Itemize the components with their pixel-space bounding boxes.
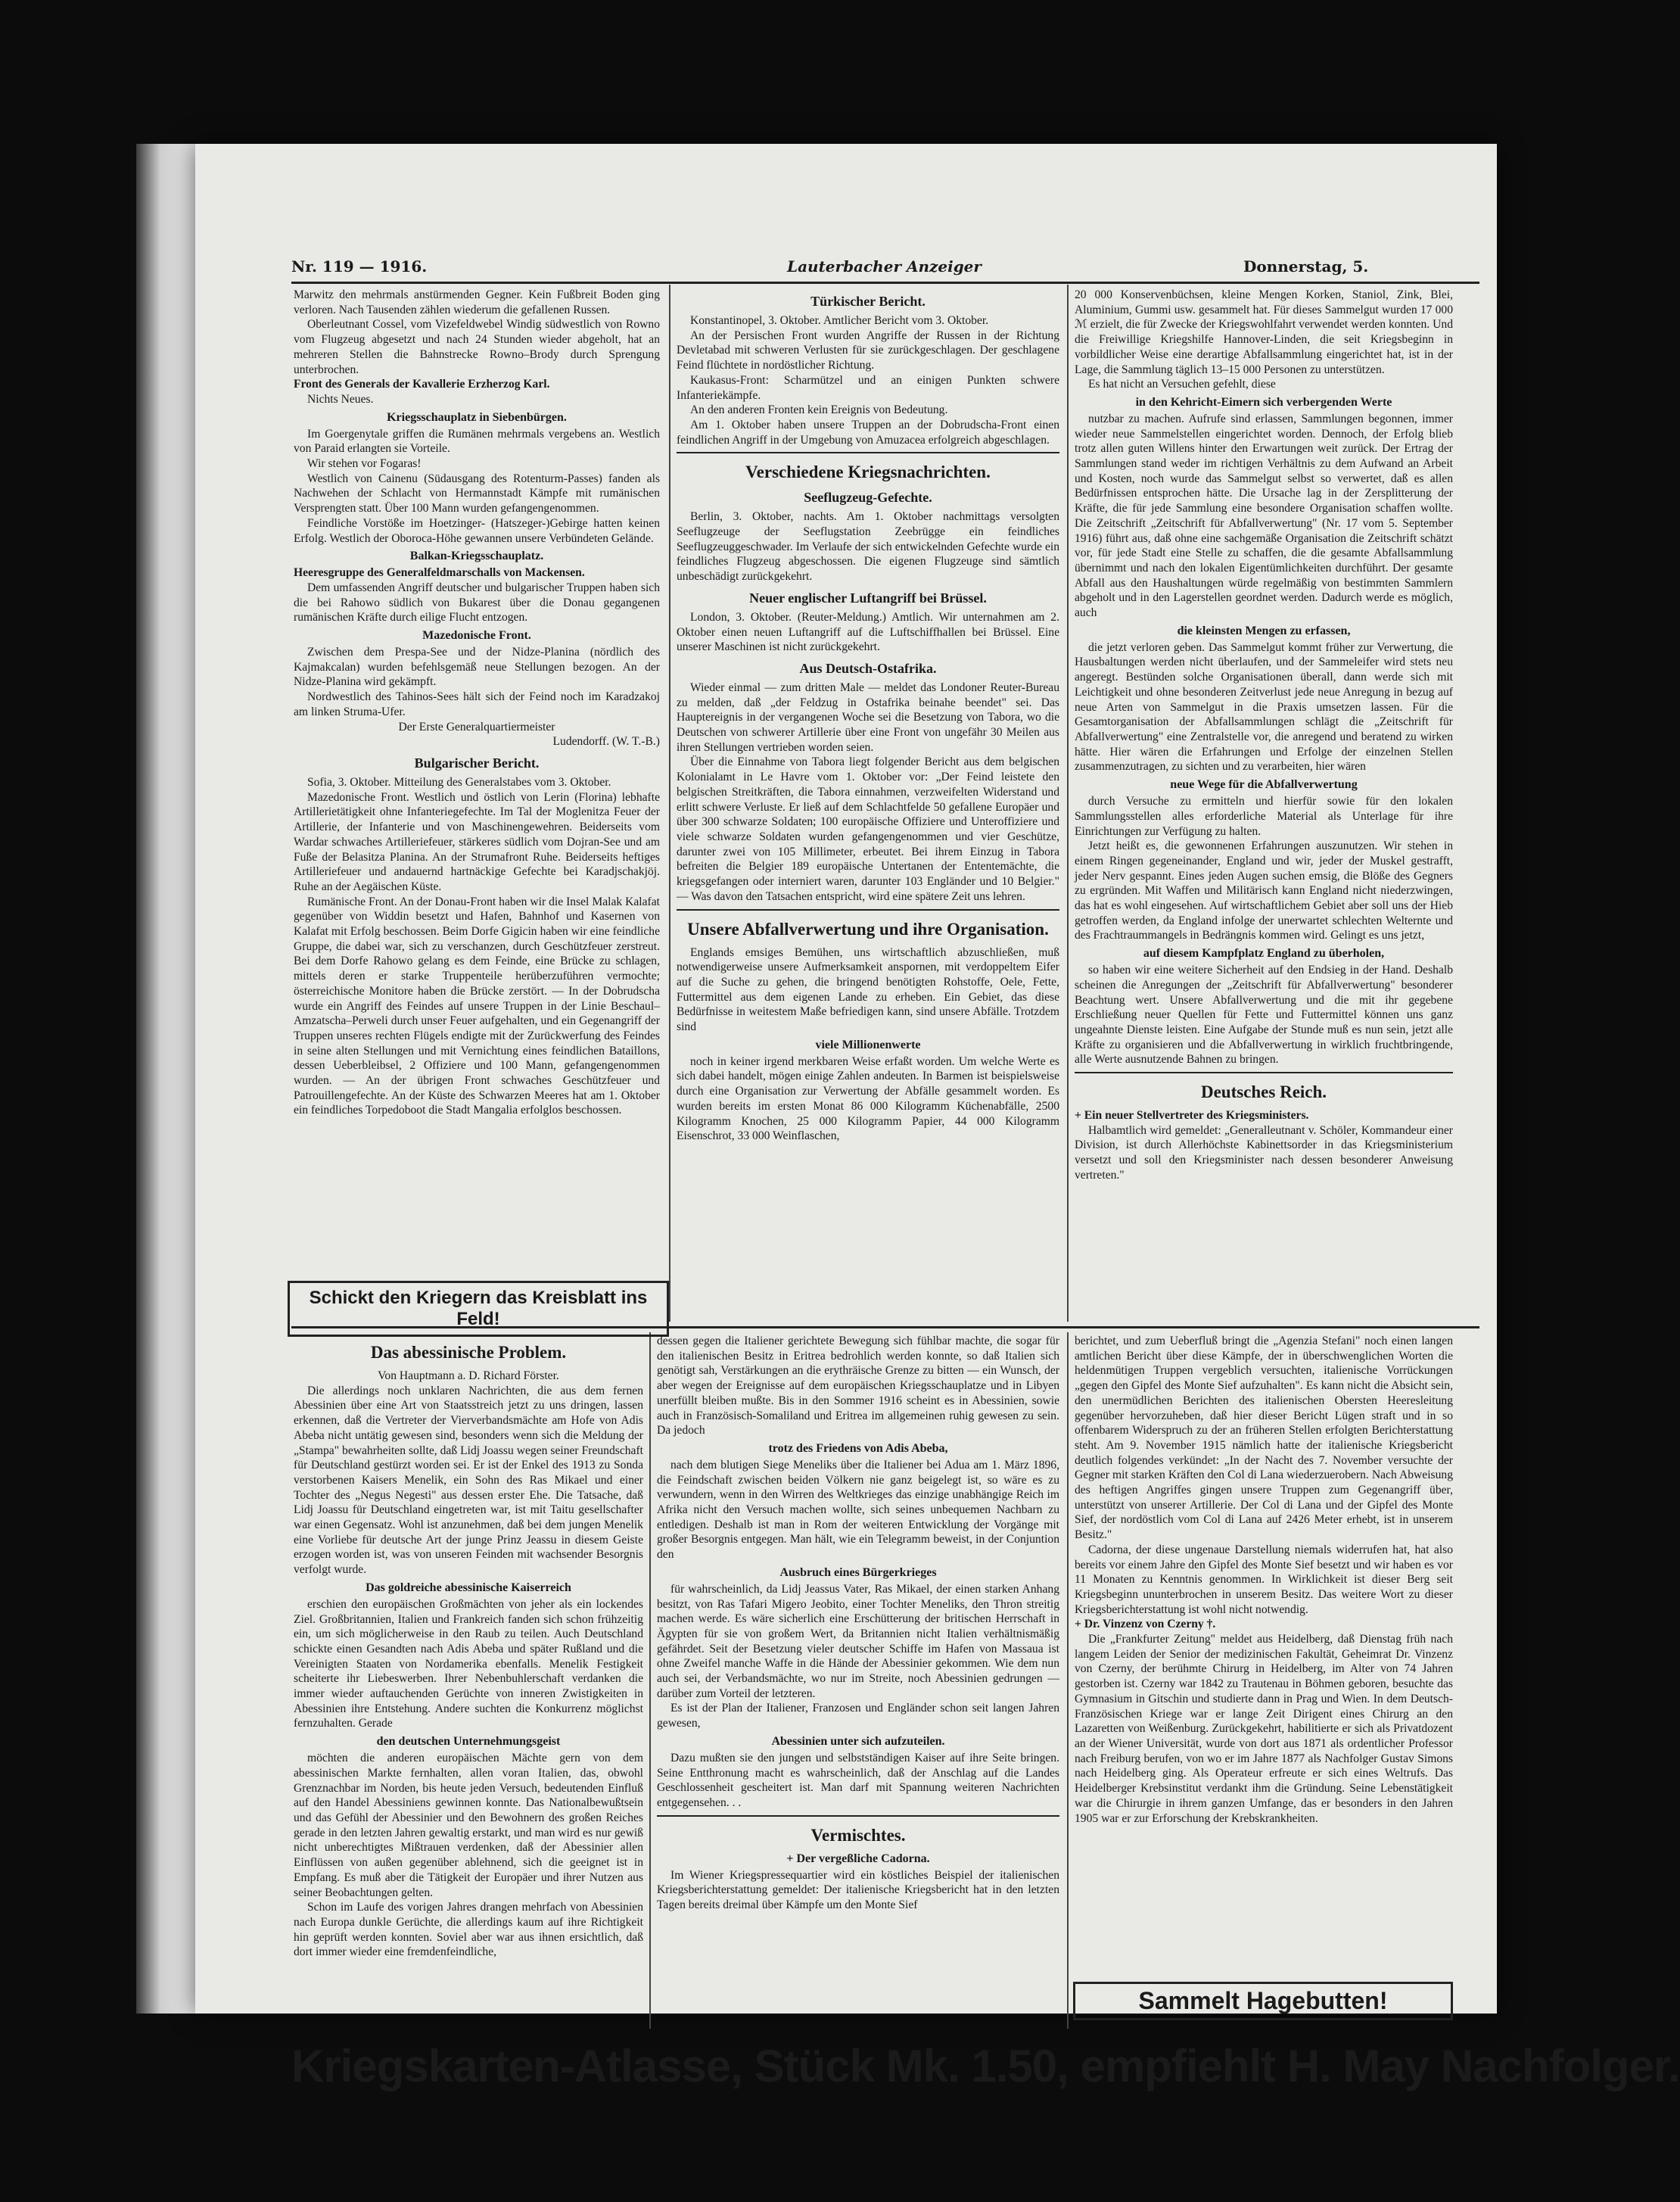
section-heading: neue Wege für die Abfallverwertung	[1170, 778, 1358, 792]
paragraph: Kaukasus-Front: Scharmützel und an einigen Punkten schwere Infanteriekämpfe.	[677, 373, 1059, 402]
column-2	[677, 288, 1059, 1317]
paragraph: Nichts Neues.	[307, 392, 374, 406]
section-heading: in den Kehricht-Eimern sich verbergenden Werte	[1135, 395, 1392, 409]
paragraph: Westlich von Cainenu (Südausgang des Rotenturm-Passes) fanden als Nachwehen der Schlacht von Hermannstadt Kämpfe mit rumänischen Versprengten statt. Über 100 Mann wurden gefangengenommen.	[294, 472, 660, 515]
lower-column-3	[1075, 1334, 1453, 1970]
section-heading: + Dr. Vinzenz von Czerny †.	[1075, 1618, 1216, 1631]
section-heading: Kriegsschauplatz in Siebenbürgen.	[387, 410, 567, 424]
paragraph: für wahrscheinlich, da Lidj Jeassus Vater, Ras Mikael, der einen starken Anhang besitzt, von Ras Tafari Migero Jeobito, einer Tochter Meneliks, den Thron streitig machen werde. Es wäre sicherlich eine Erschütterung der britischen Herrschaft in Ägypten für sie von großem Wert, da Britannien nicht Italien verhältnismäßig gefährdet. Seit der Besetzung vieler deutscher Schiffe im Hafen von Massaua ist ohne Zweifel manche Waffe in die Hände der Abessinier gekommen. Wie dem nun auch sei, der Verbandsmächte, wo nur im Streite, noch Abessinien gedrungen — darüber zum Vorteil der letzteren.	[657, 1582, 1059, 1700]
paragraph: nutzbar zu machen. Aufrufe sind erlassen, Sammlungen begonnen, immer wieder neue Sammelstellen eingerichtet worden. Dennoch, der Erfolg blieb trotz allen guten Willens hinter den Erwartungen weit zurück. Der Ertrag der Sammlungen stand weder im richtigen Verhältnis zu dem Aufwand an Arbeit und Kosten, noch wurde das Sammelgut selbst so verwertet, daß es allen Bedürfnissen entsprochen hätte. Die Ursache lag in der Zersplitterung der Kräfte, die für jede Sammlung eine besondere Organisation schaffen wollte. Die Zeitschrift „Zeitschrift für Abfallverwertung" (Nr. 17 vom 5. September 1916) führt aus, daß ohne eine sachgemäße Organisation die Zeitschrift schätzt vor, für jede Stadt eine Stelle zu schaffen, die die gesamte Abfallsammlung übernimmt und nach den lokalen Eigentümlichkeiten durchführt. Der gesamte Abfall aus den Haushaltungen würde regelmäßig von bestimmten Sammlern abgeholt und in den Lagerstellen geordnet werden. Dadurch werde es möglich, auch	[1075, 412, 1453, 620]
column-1	[294, 288, 660, 1272]
paragraph: Rumänische Front. An der Donau-Front haben wir die Insel Malak Kalafat gegenüber von Widdin besetzt und Hafen, Bahnhof und Kasernen von Kalafat mit Erfolg beschossen. Beim Dorfe Gigicin haben wir eine feindliche Gruppe, die dabei war, sich zu verschanzen, durch Geschützfeuer zerstreut. Bei dem Dorfe Rahowo gelang es dem Feinde, eine Brücke zu schlagen, mittels deren er starke Truppenteile herüberzuführen vermochte; österreichische Monitore haben die Brücke zerstört. — In der Dobrudscha wurde ein Angriff des Feindes auf unsere Truppen in der Linie Beschaul–Amzatscha–Perweli durch unser Feuer aufgehalten, und ein Gegenangriff der Truppen unseres rechten Flügels endigte mit der Zurückwerfung des Feindes in seine alten Stellungen und mit Vernichtung eines feindlichen Bataillons, dessen Ueberbleibsel, 2 Offiziere und 100 Mann, gefangengenommen wurden. — An der übrigen Front schwaches Geschützfeuer und Patrouillengefechte. An der Küste des Schwarzen Meeres hat am 1. Oktober ein feindliches Torpedoboot die Stadt Mangalia erfolglos beschossen.	[294, 895, 660, 1117]
byline: Von Hauptmann a. D. Richard Förster.	[378, 1369, 559, 1382]
masthead-rule	[291, 282, 1479, 284]
lower-column-1	[294, 1334, 643, 2015]
paragraph: Konstantinopel, 3. Oktober. Amtlicher Bericht vom 3. Oktober.	[690, 314, 989, 327]
scan-page-edge	[136, 144, 197, 2014]
paragraph: Dazu mußten sie den jungen und selbstständigen Kaiser auf ihre Seite bringen. Seine Entthronung macht es wahrscheinlich, daß der Anschlag auf die Landes Geschlossenheit gescheitert ist. Man darf mit Spannung weiteren Nachrichten entgegensehen. . .	[657, 1751, 1059, 1809]
paragraph: Es hat nicht an Versuchen gefehlt, diese	[1088, 378, 1276, 391]
paragraph: Zwischen dem Prespa-See und der Nidze-Planina (nördlich des Kajmakcalan) wurden befehlsgemäß neue Stellungen bezogen. An der Nidze-Planina wird gekämpft.	[294, 646, 660, 689]
paragraph: Feindliche Vorstöße im Hoetzinger- (Hatszeger-)Gebirge hatten keinen Erfolg. Westlich der Oboroca-Höhe gewannen unsere Verbündeten Gelände.	[294, 516, 660, 545]
section-heading: Aus Deutsch-Ostafrika.	[799, 660, 937, 676]
paragraph: Am 1. Oktober haben unsere Truppen an der Dobrudscha-Front einen feindlichen Angriff in der Umgebung von Amuzacea erfolgreich abgeschlagen.	[677, 418, 1059, 447]
section-heading: auf diesem Kampfplatz England zu überholen,	[1143, 947, 1385, 961]
paragraph: so haben wir eine weitere Sicherheit auf den Endsieg in der Hand. Deshalb scheinen die Anregungen der „Zeitschrift für Abfallverwertung" besonderer Beachtung wert. Unsere Abfallverwertung und die mit ihr gegebene Erschließung neuer Quellen für Fette und Futtermittel können uns ganz ungeahnte Dienste leisten. Eine Aufgabe der Stunde muß es nun sein, jetzt alle Kräfte zu organisieren und die Abfallverwertung in wirklich fruchtbringende, alle Werte ausnutzende Bahnen zu bringen.	[1075, 964, 1453, 1067]
section-heading: Vermischtes.	[810, 1825, 906, 1845]
paragraph: durch Versuche zu ermitteln und hierfür sowie für den lokalen Sammlungsstellen alles erforderliche Material als Unterlage für ihre Einrichtungen zur Verfügung zu halten.	[1075, 795, 1453, 838]
section-heading: Abessinien unter sich aufzuteilen.	[771, 1734, 945, 1748]
signature: Der Erste Generalquartiermeister	[398, 720, 555, 733]
paragraph: An den anderen Fronten kein Ereignis von Bedeutung.	[690, 403, 948, 417]
paragraph: erschien den europäischen Großmächten von jeher als ein lockendes Ziel. Großbritannien, Italien und Frankreich fanden sich schon frühzeitig ein, um sich möglicherweise in den Raub zu teilen. Auch Deutschland schickte einen Gesandten nach Adis Abeba und später Rußland und die Vereinigten Staaten von Nordamerika ebenfalls. Menelik Festigkeit scheiterte ihr Liebeswerben. Ihrer Nebenbuhlerschaft verdanken die immer wieder auftauchenden Gerüchte von inneren Zwistigkeiten in Abessinien ihre Entstehung. Andere suchten die Konkurrenz möglichst fernzuhalten. Gerade	[294, 1597, 643, 1730]
paragraph: Jetzt heißt es, die gewonnenen Erfahrungen auszunutzen. Wir stehen in einem Ringen gegeneinander, England und wir, jeder der Muskel gestrafft, jeder Nerv gespannt. Eines jeden Augen suchen emsig, die Blöße des Gegners zu ergründen. Mit Waffen und Militärisch kann England nicht niederzwingen, das hat es wohl eingesehen. Auf wirtschaftlichem Gebiet aber soll uns der Hieb getroffen werden, da England infolge der unerwartet schlechten Welternte und des Frachtraummangels in Bedrängnis kommen wird. Gelingt es uns jetzt,	[1075, 839, 1453, 942]
issue-day: Donnerstag, 5.	[1243, 257, 1369, 276]
section-heading: Front des Generals der Kavallerie Erzherzog Karl.	[294, 378, 550, 391]
paragraph: Oberleutnant Cossel, vom Vizefeldwebel Windig südwestlich von Rowno vom Flugzeug abgesetzt und nach 24 Stunden wieder abgeholt, hat an mehreren Stellen die Bahnstrecke Rowno–Brody durch Sprengung unterbrochen.	[294, 318, 660, 376]
paragraph: London, 3. Oktober. (Reuter-Meldung.) Amtlich. Wir unternahmen am 2. Oktober einen neuen Luftangriff auf die Luftschiffhallen bei Brüssel. Eine unserer Maschinen ist nicht zurückgekehrt.	[677, 610, 1059, 654]
section-heading: Seeflugzeug-Gefechte.	[804, 490, 932, 506]
paragraph: Halbamtlich wird gemeldet: „Generalleutnant v. Schöler, Kommandeur einer Division, ist durch Allerhöchste Kabinettsorder in das Kriegsministerium versetzt und soll den Kriegsminister nach dessen besonderer Anweisung vertreten."	[1075, 1123, 1453, 1182]
section-heading: + Der vergeßliche Cadorna.	[786, 1852, 930, 1865]
paragraph: nach dem blutigen Siege Meneliks über die Italiener bei Adua am 1. März 1896, die Feindschaft zwischen beiden Völkern nie ganz beigelegt ist, so wäre es zu verwundern, wenn in den Wirren des Weltkrieges das einzige unabhängige Reich im Afrika nicht den Versuch machen wollte, sich seines unbequemen Nachbarn zu entledigen. Deshalb ist man in Rom der weiteren Entwicklung der Vorgänge mit großer Besorgnis entgegen. Man hält, wie ein Telegramm beweist, in der Conjuntion den	[657, 1458, 1059, 1562]
paragraph: Berlin, 3. Oktober, nachts. Am 1. Oktober nachmittags versolgten Seeflugzeuge der Seeflugstation Zeebrügge ein feindliches Seeflugzeuggeschwader. Im Verlaufe der sich entwickelnden Gefechte wurde ein feindliches Flugzeug abgeschossen. Die eigenen Flugzeuge sind sämtlich unbeschädigt zurückgekehrt.	[677, 510, 1059, 584]
paragraph: berichtet, und zum Ueberfluß bringt die „Agenzia Stefani" noch einen langen amtlichen Bericht über diese Kämpfe, der in überschwenglichen Worten die heldenmütigen Truppen vergeblich versuchten, italienische Vorrückungen „gegen den Gipfel des Monte Sief aufzuhalten". Es kann nicht die Absicht sein, den unermüdlichen Berichten des italienischen Obersten Heeresleitung gegenüber hervorzuheben, daß hier dieser Bericht Lügen straft und in so offenbarem Widerspruch zu der an früheren Stellen erfolgten Berichterstattung steht. Am 9. November 1915 nämlich hatte der italienische Kriegsbericht deutlich folgendes verkündet: „In der Nacht des 7. November versuchte der Gegner mit starken Kräften den Col di Lana wiederzuerobern. Nach Abweisung des heftigen Angriffes gingen unsere Truppen zum Gegenangriff über, unterstützt von unserer Artillerie. Der Col di Lana und der Gipfel des Monte Sief, der nordöstlich vom Col di Lana auf 2426 Meter erhebt, ist in unserem Besitz."	[1075, 1335, 1453, 1542]
paragraph: Es ist der Plan der Italiener, Franzosen und Engländer schon seit langen Jahren gewesen,	[657, 1702, 1059, 1730]
column-divider	[1067, 285, 1069, 1322]
divider	[1075, 1072, 1453, 1073]
section-heading: den deutschen Unternehmungsgeist	[376, 1735, 561, 1749]
section-heading: Mazedonische Front.	[422, 629, 531, 643]
kreisblatt-banner: Schickt den Kriegern das Kreisblatt ins Feld!	[288, 1281, 669, 1337]
section-heading: Bulgarischer Bericht.	[414, 755, 540, 771]
section-heading: Türkischer Bericht.	[810, 294, 926, 309]
paragraph: Über die Einnahme von Tabora liegt folgender Bericht aus dem belgischen Kolonialamt in Le Havre vom 1. Oktober vor: „Der Feind leistete den belgischen Streitkräften, die Tabora einnahmen, verzweifelten Widerstand und erlitt schwere Verluste. Er ließ auf dem Schlachtfelde 50 gefallene Europäer und über 300 schwarze Soldaten; 100 europäische Offiziere und Unteroffiziere und viele schwarze Soldaten wurden gefangengenommen und vier Geschütze, darunter zwei von 105 Millimeter, erbeutet. Bei ihrem Einzug in Tabora befreiten die Belgier 189 europäische Untertanen der Ententemächte, die kriegsgefangen oder interniert waren, darunter 103 Engländer und 10 Belgier." — Was davon den Tatsachen entspricht, wird eine spätere Zeit uns lehren.	[677, 755, 1059, 903]
paragraph: noch in keiner irgend merkbaren Weise erfaßt worden. Um welche Werte es sich dabei handelt, mögen einige Zahlen andeuten. In Barmen ist beispielsweise durch eine Organisation zur Verwertung der Abfälle gesammelt worden. Es wurden bereits im ersten Monat 86 000 Kilogramm Küchenabfälle, 2500 Kilogramm Knochen, 25 000 Kilogramm Papier, 44 000 Kilogramm Eisenschrot, 33 000 Weinflaschen,	[677, 1054, 1059, 1143]
paragraph: Cadorna, der diese ungenaue Darstellung niemals widerrufen hat, hat also bereits vor einem Jahre den Gipfel des Monte Sief besetzt und wir haben es vor 11 Monaten zu Kenntnis genommen. In Wirklichkeit ist dieser Berg seit Kriegsbeginn ununterbrochen in unserem Besitz. Das weitere Wort zu dieser Kriegsberichterstattung ist wohl nicht notwendig.	[1075, 1543, 1453, 1616]
section-heading: Unsere Abfallverwertung und ihre Organisation.	[687, 919, 1049, 939]
scan-border	[0, 2119, 1514, 2202]
column-divider	[669, 285, 670, 1322]
column-divider	[649, 1332, 651, 2029]
atlas-advertisement: Kriegskarten-Atlasse, Stück Mk. 1.50, empfiehlt H. May Nachfolger.	[291, 2041, 1680, 2091]
section-heading: viele Millionenwerte	[815, 1038, 921, 1051]
paragraph: die jetzt verloren geben. Das Sammelgut kommt früher zur Verwertung, die Hausbaltungen werden nicht überlaufen, und der Sammeleifer wird stets neu angeregt. Bestünden solche Organisationen überall, dann werde sich mit Leichtigkeit und ohne besonderen Zeitverlust jede neue Anregung in bezug auf neue Arten von Sammelgut in die Praxis umsetzen lassen. Für die Gesamtorganisation der Abfallsammlungen schlägt die „Zeitschrift für Abfallverwertung" eine Zentralstelle vor, die anregend und beratend zu wirken hätte. Hier wären die Erfahrungen und Erfolge der einzelnen Stellen zusammenzutragen, zu sichten und zu verarbeiten, hier wären	[1075, 640, 1453, 774]
paragraph: Wir stehen vor Fogaras!	[307, 457, 422, 471]
paragraph: Dem umfassenden Angriff deutscher und bulgarischer Truppen haben sich die bei Rahowo südlich von Bukarest über die Donau gegangenen rumänischen Kräfte durch eilige Flucht entzogen.	[294, 581, 660, 624]
section-heading: Verschiedene Kriegsnachrichten.	[745, 463, 991, 482]
section-heading: Heeresgruppe des Generalfeldmarschalls von Mackensen.	[294, 566, 585, 580]
divider	[677, 909, 1059, 911]
article-title: Das abessinische Problem.	[370, 1343, 567, 1362]
paragraph: Mazedonische Front. Westlich und östlich von Lerin (Florina) lebhafte Artillerietätigkeit ohne Infanteriegefechte. Im Tal der Moglenitza Feuer der Artillerie, der Infanterie und von Maschinengewehren. Beiderseits vom Wardar schwaches Artilleriefeuer, stärkeres südlich vom Dojran-See und am Fuße der Belasitza Planina. An der Strumafront Ruhe. Beiderseits heftiges Artilleriefeuer und andauernd hartnäckige Gefechte bei Karadjschakjöj. Ruhe an der Aegäischen Küste.	[294, 790, 660, 893]
divider	[657, 1815, 1059, 1817]
section-heading: Deutsches Reich.	[1200, 1082, 1327, 1102]
column-divider	[1067, 1332, 1069, 2029]
paragraph: Wieder einmal — zum dritten Male — meldet das Londoner Reuter-Bureau zu melden, daß „der Feldzug in Ostafrika beinahe beendet" sei. Das Hauptereignis in der vergangenen Woche sei die Besetzung von Tabora, wo die Deutschen von schwerer Artillerie über eine Front von ungefähr 30 Meilen aus ihren Stellungen vertrieben worden seien.	[677, 681, 1059, 754]
section-heading: Ausbruch eines Bürgerkrieges	[779, 1565, 937, 1579]
signature: Ludendorff. (W. T.-B.)	[552, 735, 660, 749]
section-heading: Das goldreiche abessinische Kaiserreich	[366, 1581, 571, 1594]
section-heading: + Ein neuer Stellvertreter des Kriegsministers.	[1075, 1109, 1309, 1123]
issue-number: Nr. 119 — 1916.	[291, 257, 428, 276]
paragraph: Schon im Laufe des vorigen Jahres drangen mehrfach von Abessinien nach Europa dunkle Gerüchte, die allerdings kaum auf ihre Richtigkeit hin geprüft werden konnten. Soviel aber war aus ihnen ersichtlich, daß dort immer wieder eine fremdenfeindliche,	[294, 1901, 643, 1959]
paragraph: Nordwestlich des Tahinos-Sees hält sich der Feind noch im Karadzakoj am linken Struma-Ufer.	[294, 690, 660, 718]
section-heading: Balkan-Kriegsschauplatz.	[409, 550, 544, 563]
paragraph: Die „Frankfurter Zeitung" meldet aus Heidelberg, daß Dienstag früh nach langem Leiden der Senior der medizinischen Fakultät, Geheimrat Dr. Vinzenz von Czerny, der berühmte Chirurg in Heidelberg, im Alter von 74 Jahren gestorben ist. Czerny war 1842 zu Trautenau in Böhmen geboren, besuchte das Gymnasium in Gitschin und studierte dann in Prag und Wien. In dem Deutsch-Französischen Kriege war er lange Zeit Dirigent eines Chirurg an den Lazaretten von Weißenburg. Zurückgekehrt, habilitierte er sich als Privatdozent an der Wiener Universität, wurde von dort aus 1871 als ordentlicher Professor nach Freiburg berufen, von wo er im Jahre 1877 als Nachfolger Gustav Simons nach Heidelberg ging. Als Operateur erfreute er sich eines Weltrufs. Das Heidelberger Krebsinstitut verdankt ihm die Gründung. Seine Lebenstätigkeit war die Chirurgie in ihrem ganzen Umfange, das er besonders in den Jahren 1905 war er zur Erforschung der Krebskrankheiten.	[1075, 1633, 1453, 1825]
paragraph: Im Goergenytale griffen die Rumänen mehrmals vergebens an. Westlich von Paraid erlangten sie Vorteile.	[294, 427, 660, 456]
section-heading: die kleinsten Mengen zu erfassen,	[1177, 624, 1351, 637]
lower-column-2	[657, 1334, 1059, 2015]
paragraph: An der Persischen Front wurden Angriffe der Russen in der Richtung Devletabad mit schweren Verlusten für sie zurückgeschlagen. Der geschlagene Feind flüchtete in nordöstlicher Richtung.	[677, 329, 1059, 372]
column-3	[1075, 288, 1453, 1317]
section-heading: Neuer englischer Luftangriff bei Brüssel.	[749, 590, 987, 606]
masthead	[291, 257, 1479, 283]
paragraph: möchten die anderen europäischen Mächte gern von dem abessinischen Markte fernhalten, allen voran Italien, das, obwohl Grenznachbar im Norden, bis heute jeden Versuch, bedeutenden Einfluß auf den Handel Abessiniens gewinnen konnte. Das Nationalbewußtsein und das Gefühl der Abessinier und den Bewohnern des großen Reiches gerade in den letzten Jahren gewaltig erstarkt, und man wird es nur gewiß nicht unberechtigtes Mißtrauen verdenken, daß der Abessinier allen Einflüssen von außen gegenüber ablehnend, sich die geeignet ist in Empfang. Es muß aber die Tätigkeit der Europäer und ihrer Nutzen aus seiner Beobachtungen gelten.	[294, 1752, 643, 1899]
paragraph: dessen gegen die Italiener gerichtete Bewegung sich fühlbar machte, die sogar für den italienischen Besitz in Eritrea bedrohlich werden konnte, so daß Italien sich genötigt sah, Verstärkungen an die erythräische Grenze zu bitten — ein Wunsch, der aber wegen der Ereignisse auf dem europäischen Kriegsschauplatze und in Libyen unerfüllt bleiben mußte. Bis in den Sommer 1916 scheint es in Abessinien, sowie auch in Französisch-Somaliland und Eritrea im allgemeinen ruhig gewesen zu sein. Da jedoch	[657, 1335, 1059, 1437]
paper-name: Lauterbacher Anzeiger	[787, 257, 982, 276]
paragraph: Die allerdings noch unklaren Nachrichten, die aus dem fernen Abessinien über eine Art von Staatsstreich jetzt zu uns dringen, lassen erkennen, daß die Vertreter der Vierverbandsmächte am Hofe von Adis Abeba nicht untätig gewesen sind, besonders wenn sich die Meldung der „Stampa" bewahrheiten sollte, daß Lidj Joassu wegen seiner Freundschaft für Deutschland gestürzt worden sei. Er ist der Enkel des 1913 zu Sonda verstorbenen Kaisers Menelik, ein Sohn des Ras Mikael und einer Tochter des „Negus Negesti" aus dessen erster Ehe. Die Tatsache, daß Lidj Joassu für Deutschland eingetreten war, ist mit Taitu gesellschafter war einen Gegensatz. Wohl ist anzunehmen, daß bei dem jungen Menelik eine Vorliebe für deutsche Art der junge Prinz Jeassu in diesem Geiste erzogen worden ist, was von unseren Feinden mit wachsender Besorgnis verfolgt wurde.	[294, 1384, 643, 1577]
divider	[677, 452, 1059, 453]
paragraph: Im Wiener Kriegspressequartier wird ein köstliches Beispiel der italienischen Kriegsberichterstattung gemeldet: Der italienische Kriegsbericht hat in den letzten Tagen bereits dreimal über Kämpfe um den Monte Sief	[657, 1868, 1059, 1912]
paragraph: Sofia, 3. Oktober. Mitteilung des Generalstabes vom 3. Oktober.	[307, 775, 611, 789]
section-heading: trotz des Friedens von Adis Abeba,	[768, 1441, 948, 1455]
paragraph: Marwitz den mehrmals anstürmenden Gegner. Kein Fußbreit Boden ging verloren. Nach Tausenden zählen wiederum die gefallenen Russen.	[294, 288, 660, 316]
paragraph: 20 000 Konservenbüchsen, kleine Mengen Korken, Staniol, Zink, Blei, Aluminium, Gummi usw. gesammelt hat. Für dieses Sammelgut wurden 17 000 ℳ erzielt, die für Zwecke der Kriegswohlfahrt verwendet werden konnten. Und die Freiwillige Kriegshilfe Hannover-Linden, die seit Kriegsbeginn in vorbildlicher Weise eine derartige Abfallsammlung eingerichtet hat, ist in der Lage, die Sammlung täglich 13–15 000 Personen zu unterstützen.	[1075, 288, 1453, 376]
paragraph: Englands emsiges Bemühen, uns wirtschaftlich abzuschließen, muß notwendigerweise unsere Aufmerksamkeit anspornen, mit verdoppeltem Eifer auf die Suche zu gehen, die bringend benötigten Rohstoffe, Oele, Fette, Futtermittel aus dem eigenen Lande zu erheben. Ein Gebiet, das diese Bedürfnisse in weitestem Maße befriedigen kann, sind unsere Abfälle. Trotzdem sind	[677, 945, 1059, 1034]
hagebutten-ad: Sammelt Hagebutten!	[1073, 1982, 1453, 2020]
